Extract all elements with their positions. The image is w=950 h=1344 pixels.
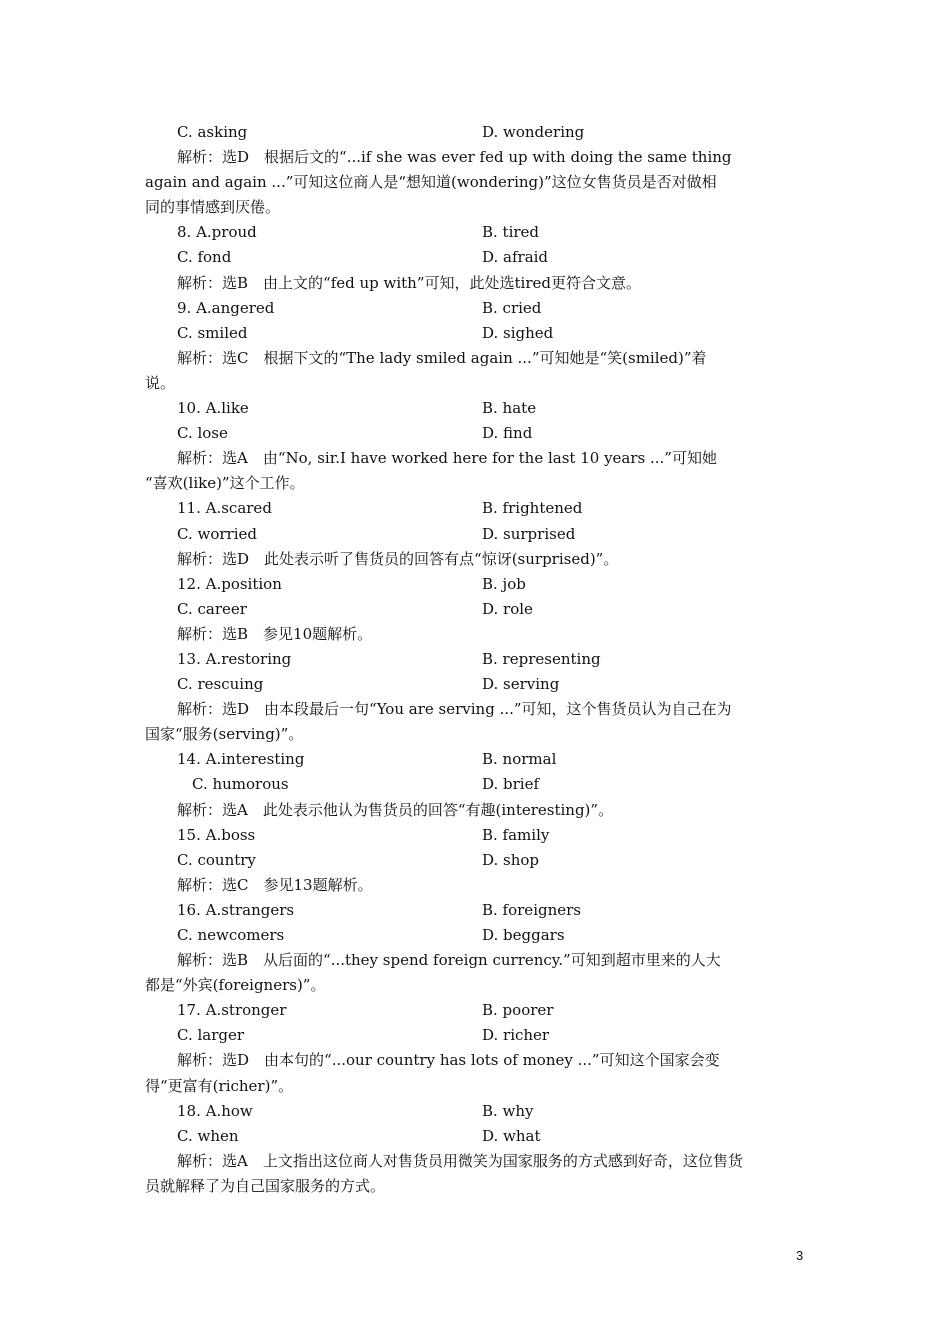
analysis-line: 解析：选D 由本段最后一句“You are serving ...”可知，这个售货员认为自己在为 [177, 700, 732, 719]
option-row [145, 120, 809, 145]
option-right: B. family [482, 825, 550, 844]
option-row [145, 772, 809, 797]
option-left: 14. A.interesting [177, 750, 305, 769]
option-row [145, 321, 809, 346]
option-right: B. hate [482, 399, 537, 418]
option-left: C. when [177, 1126, 239, 1145]
option-right: D. shop [482, 850, 540, 869]
option-left: 11. A.scared [177, 499, 272, 518]
option-right: B. why [482, 1101, 534, 1120]
option-right: B. cried [482, 298, 542, 317]
option-right: D. surprised [482, 524, 576, 543]
option-row [145, 1023, 809, 1048]
option-left: 10. A.like [177, 399, 249, 418]
option-right: D. sighed [482, 323, 554, 342]
option-right: D. role [482, 599, 533, 618]
analysis-continuation: 得“更富有(richer)”。 [145, 1076, 294, 1095]
option-right: B. foreigners [482, 900, 581, 919]
analysis-line: 解析：选D 根据后文的“...if she was ever fed up with doing the same thing [177, 148, 732, 167]
option-row [145, 672, 809, 697]
analysis-line: 解析：选B 从后面的“...they spend foreign currency.”可知到超市里来的人大 [177, 951, 721, 970]
option-right: D. brief [482, 775, 540, 794]
option-right: B. frightened [482, 499, 583, 518]
option-row [145, 220, 809, 245]
option-row [145, 1099, 809, 1124]
analysis-line: 解析：选B 参见10题解析。 [177, 624, 373, 643]
option-left: C. rescuing [177, 675, 264, 694]
option-row [145, 647, 809, 672]
option-left: C. smiled [177, 323, 248, 342]
option-right: D. serving [482, 675, 560, 694]
analysis-continuation: “喜欢(like)”这个工作。 [145, 474, 305, 493]
option-left: C. fond [177, 248, 232, 267]
option-row [145, 747, 809, 772]
analysis-continuation: 都是“外宾(foreigners)”。 [145, 976, 326, 995]
option-row [145, 421, 809, 446]
option-left: 13. A.restoring [177, 649, 292, 668]
option-left: C. worried [177, 524, 257, 543]
option-left: 18. A.how [177, 1101, 253, 1120]
analysis-line: 解析：选A 由“No, sir.I have worked here for the last 10 years ...”可知她 [177, 449, 717, 468]
page-number: 3 [796, 1248, 804, 1263]
option-row [145, 998, 809, 1023]
option-left: 9. A.angered [177, 298, 275, 317]
option-right: D. wondering [482, 123, 585, 141]
option-row [145, 898, 809, 923]
option-right: B. normal [482, 750, 557, 769]
option-row [145, 923, 809, 948]
option-row [145, 245, 809, 270]
analysis-line: 解析：选C 根据下文的“The lady smiled again ...”可知她是“笑(smiled)”着 [177, 348, 707, 367]
analysis-continuation: 同的事情感到厌倦。 [145, 198, 281, 217]
option-row [145, 597, 809, 622]
analysis-line: 解析：选B 由上文的“fed up with”可知，此处选tired更符合文意。 [177, 273, 641, 292]
analysis-line: 解析：选C 参见13题解析。 [177, 875, 373, 894]
option-left: 16. A.strangers [177, 900, 295, 919]
analysis-line: 解析：选D 此处表示听了售货员的回答有点“惊讶(surprised)”。 [177, 549, 619, 568]
analysis-continuation: again and again ...”可知这位商人是“想知道(wondering)”这位女售货员是否对做相 [145, 173, 717, 192]
option-right: B. poorer [482, 1001, 554, 1020]
option-row [145, 396, 809, 421]
option-left: C. larger [177, 1026, 245, 1045]
analysis-continuation: 国家“服务(serving)”。 [145, 725, 304, 744]
option-right: B. tired [482, 223, 540, 242]
option-row [145, 848, 809, 873]
option-left: C. lose [177, 424, 228, 443]
option-row [145, 296, 809, 321]
option-left: C. newcomers [177, 926, 285, 944]
option-right: B. job [482, 574, 526, 593]
option-right: D. find [482, 424, 533, 443]
option-right: B. representing [482, 649, 601, 668]
option-left: 8. A.proud [177, 223, 257, 242]
analysis-continuation: 说。 [145, 373, 176, 392]
analysis-line: 解析：选A 上文指出这位商人对售货员用微笑为国家服务的方式感到好奇，这位售货 [177, 1151, 743, 1170]
option-left: 12. A.position [177, 574, 282, 593]
option-left: 17. A.stronger [177, 1001, 287, 1020]
option-row [145, 823, 809, 848]
option-right: D. what [482, 1126, 541, 1145]
option-left: C. humorous [192, 775, 289, 794]
option-right: D. beggars [482, 926, 565, 944]
document-body [145, 120, 809, 1199]
option-row [145, 522, 809, 547]
option-row [145, 1124, 809, 1149]
analysis-line: 解析：选D 由本句的“...our country has lots of money ...”可知这个国家会变 [177, 1051, 720, 1070]
option-left: C. career [177, 599, 247, 618]
option-left: 15. A.boss [177, 825, 256, 844]
option-left: C. country [177, 850, 256, 869]
analysis-continuation: 员就解释了为自己国家服务的方式。 [145, 1176, 386, 1195]
analysis-line: 解析：选A 此处表示他认为售货员的回答“有趣(interesting)”。 [177, 800, 614, 819]
option-row [145, 572, 809, 597]
option-row [145, 496, 809, 521]
option-left: C. asking [177, 123, 248, 141]
option-right: D. afraid [482, 248, 549, 267]
option-right: D. richer [482, 1026, 550, 1045]
